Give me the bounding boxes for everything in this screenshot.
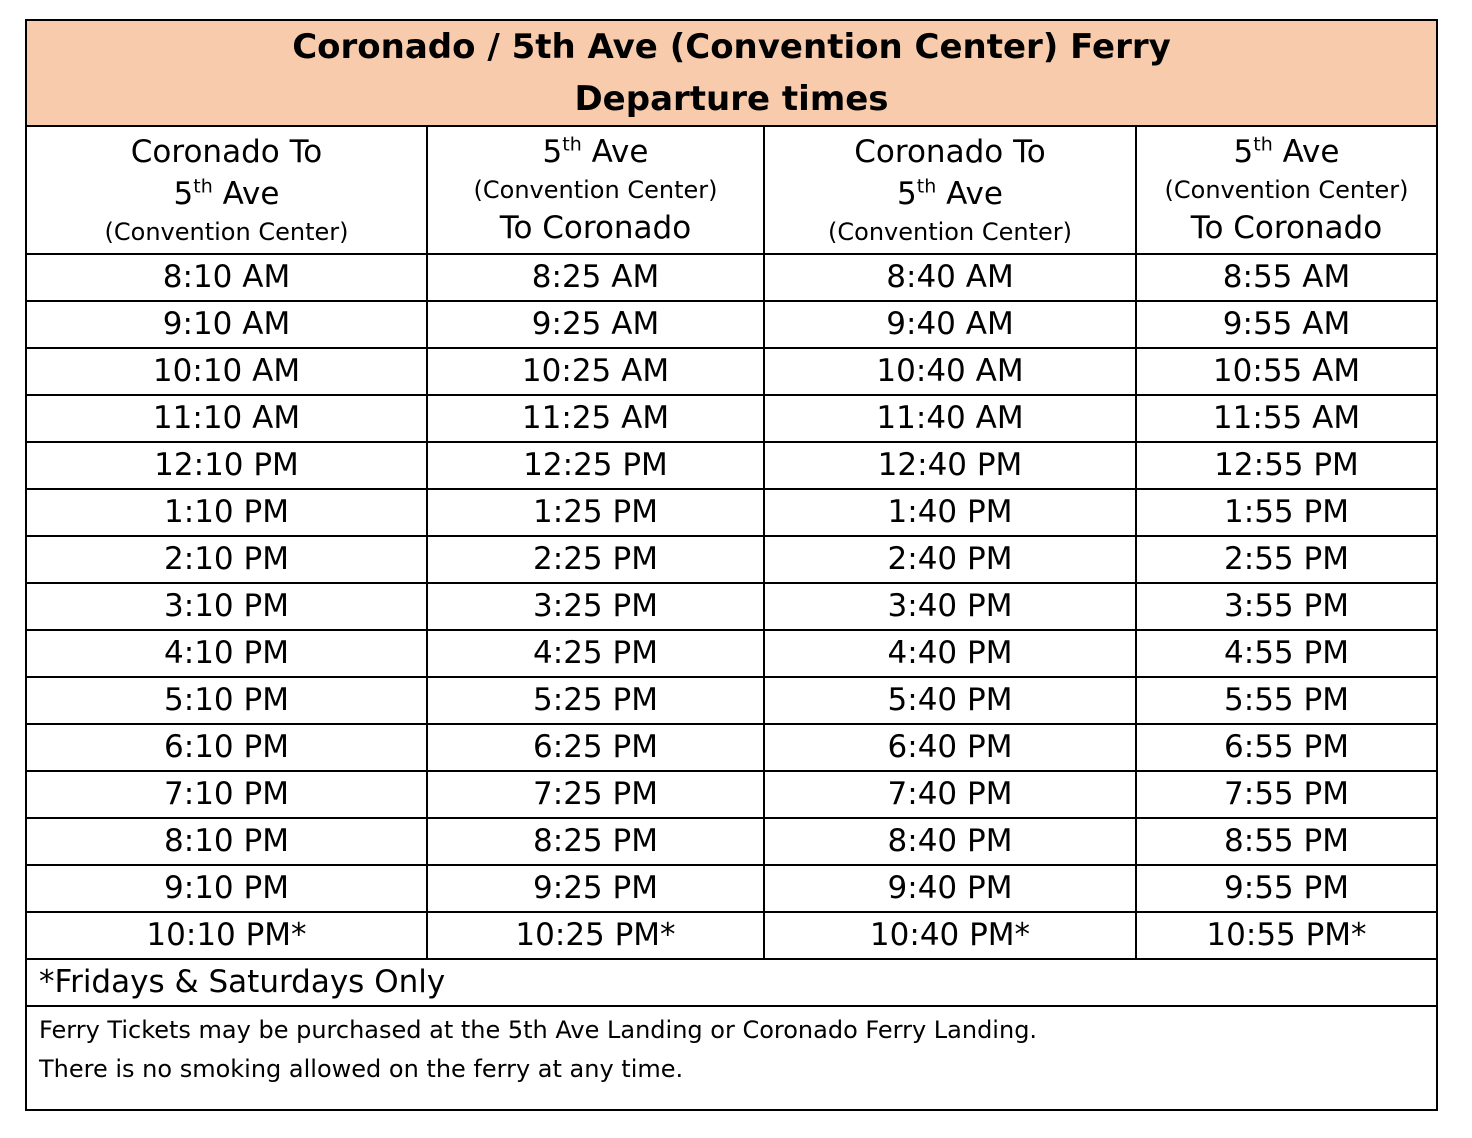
table-row <box>27 442 1436 489</box>
header-text-tail: Ave <box>936 176 1003 212</box>
column-header-line <box>765 131 1135 173</box>
table-row <box>27 583 1436 630</box>
header-text: 5 <box>173 176 194 212</box>
departure-time: 8:25 AM <box>427 254 764 301</box>
departure-rows <box>27 254 1436 959</box>
departure-time: 2:55 PM <box>1136 536 1436 583</box>
footnote: *Fridays & Saturdays Only <box>27 959 1436 1006</box>
departure-time: 11:10 AM <box>27 395 427 442</box>
schedule-title <box>27 21 1436 127</box>
header-text: (Convention Center) <box>104 218 349 246</box>
departure-time: 10:40 AM <box>764 348 1136 395</box>
header-text: Coronado To <box>854 134 1046 170</box>
column-header-line <box>765 173 1135 215</box>
table-row <box>27 395 1436 442</box>
header-text: To Coronado <box>1190 210 1383 246</box>
footnote-row <box>27 959 1436 1006</box>
departure-time: 10:10 PM* <box>27 912 427 959</box>
header-text: (Convention Center) <box>828 218 1072 246</box>
table-row <box>27 489 1436 536</box>
header-text: 5 <box>1233 134 1254 170</box>
departure-time: 7:25 PM <box>427 771 764 818</box>
departure-time: 10:40 PM* <box>764 912 1136 959</box>
ferry-schedule <box>25 19 1438 1111</box>
table-row <box>27 771 1436 818</box>
departure-time: 9:10 PM <box>27 865 427 912</box>
departure-table <box>27 127 1436 1113</box>
departure-time: 11:55 AM <box>1136 395 1436 442</box>
header-text: (Convention Center) <box>473 176 718 204</box>
departure-time: 3:40 PM <box>764 583 1136 630</box>
table-row <box>27 865 1436 912</box>
departure-time: 10:10 AM <box>27 348 427 395</box>
departure-time: 1:55 PM <box>1136 489 1436 536</box>
title-line-2: Departure times <box>574 79 889 119</box>
departure-time: 8:55 PM <box>1136 818 1436 865</box>
column-header-3 <box>764 127 1136 254</box>
departure-time: 7:10 PM <box>27 771 427 818</box>
column-header-2 <box>427 127 764 254</box>
header-superscript: th <box>562 133 582 156</box>
departure-time: 1:40 PM <box>764 489 1136 536</box>
departure-time: 10:25 PM* <box>427 912 764 959</box>
departure-time: 3:10 PM <box>27 583 427 630</box>
table-row <box>27 630 1436 677</box>
departure-time: 9:40 AM <box>764 301 1136 348</box>
header-text: 5 <box>542 134 563 170</box>
column-header-line <box>428 207 763 249</box>
departure-time: 8:40 PM <box>764 818 1136 865</box>
departure-time: 1:10 PM <box>27 489 427 536</box>
departure-time: 9:25 AM <box>427 301 764 348</box>
header-text-tail: Ave <box>212 176 280 212</box>
column-header-line <box>27 215 426 249</box>
header-text: 5 <box>897 176 917 212</box>
departure-time: 10:55 AM <box>1136 348 1436 395</box>
departure-time: 4:40 PM <box>764 630 1136 677</box>
departure-time: 6:25 PM <box>427 724 764 771</box>
departure-time: 10:25 AM <box>427 348 764 395</box>
header-row <box>27 127 1436 254</box>
column-header-1 <box>27 127 427 254</box>
departure-time: 11:40 AM <box>764 395 1136 442</box>
column-header-line <box>1137 207 1436 249</box>
column-header-line <box>428 173 763 207</box>
departure-time: 11:25 AM <box>427 395 764 442</box>
departure-time: 9:55 AM <box>1136 301 1436 348</box>
departure-time: 4:55 PM <box>1136 630 1436 677</box>
departure-time: 12:55 PM <box>1136 442 1436 489</box>
departure-time: 5:40 PM <box>764 677 1136 724</box>
title-line-1: Coronado / 5th Ave (Convention Center) Ferry <box>292 27 1171 67</box>
departure-time: 10:55 PM* <box>1136 912 1436 959</box>
departure-time: 6:10 PM <box>27 724 427 771</box>
departure-time: 5:25 PM <box>427 677 764 724</box>
departure-time: 2:25 PM <box>427 536 764 583</box>
ticket-info: Ferry Tickets may be purchased at the 5th Ave Landing or Coronado Ferry Landing. <box>39 1016 1038 1044</box>
departure-time: 9:55 PM <box>1136 865 1436 912</box>
departure-time: 7:55 PM <box>1136 771 1436 818</box>
info-cell <box>27 1006 1436 1113</box>
header-superscript: th <box>193 175 213 198</box>
header-text-tail: Ave <box>581 134 649 170</box>
departure-time: 12:40 PM <box>764 442 1136 489</box>
departure-time: 9:25 PM <box>427 865 764 912</box>
column-header-line <box>27 131 426 173</box>
departure-time: 9:40 PM <box>764 865 1136 912</box>
departure-time: 8:40 AM <box>764 254 1136 301</box>
departure-time: 7:40 PM <box>764 771 1136 818</box>
departure-time: 2:40 PM <box>764 536 1136 583</box>
table-row <box>27 677 1436 724</box>
header-text: Coronado To <box>130 134 323 170</box>
header-text-tail: Ave <box>1272 134 1340 170</box>
departure-time: 5:10 PM <box>27 677 427 724</box>
departure-time: 8:10 AM <box>27 254 427 301</box>
column-header-4 <box>1136 127 1436 254</box>
header-superscript: th <box>1253 133 1273 156</box>
table-row <box>27 912 1436 959</box>
column-header-line <box>428 131 763 173</box>
table-row <box>27 536 1436 583</box>
departure-time: 8:55 AM <box>1136 254 1436 301</box>
departure-time: 9:10 AM <box>27 301 427 348</box>
header-text: To Coronado <box>499 210 692 246</box>
smoking-info: There is no smoking allowed on the ferry at any time. <box>39 1055 684 1083</box>
departure-time: 8:25 PM <box>427 818 764 865</box>
departure-time: 3:55 PM <box>1136 583 1436 630</box>
departure-time: 6:55 PM <box>1136 724 1436 771</box>
departure-time: 5:55 PM <box>1136 677 1436 724</box>
departure-time: 8:10 PM <box>27 818 427 865</box>
column-header-line <box>1137 173 1436 207</box>
table-row <box>27 818 1436 865</box>
departure-time: 2:10 PM <box>27 536 427 583</box>
header-text: (Convention Center) <box>1164 176 1409 204</box>
column-header-line <box>765 215 1135 249</box>
table-row <box>27 724 1436 771</box>
table-row <box>27 301 1436 348</box>
header-superscript: th <box>916 175 937 198</box>
departure-time: 4:25 PM <box>427 630 764 677</box>
departure-time: 12:25 PM <box>427 442 764 489</box>
table-row <box>27 254 1436 301</box>
column-header-line <box>27 173 426 215</box>
info-row <box>27 1006 1436 1113</box>
departure-time: 12:10 PM <box>27 442 427 489</box>
column-header-line <box>1137 131 1436 173</box>
departure-time: 4:10 PM <box>27 630 427 677</box>
departure-time: 1:25 PM <box>427 489 764 536</box>
table-row <box>27 348 1436 395</box>
departure-time: 6:40 PM <box>764 724 1136 771</box>
departure-time: 3:25 PM <box>427 583 764 630</box>
